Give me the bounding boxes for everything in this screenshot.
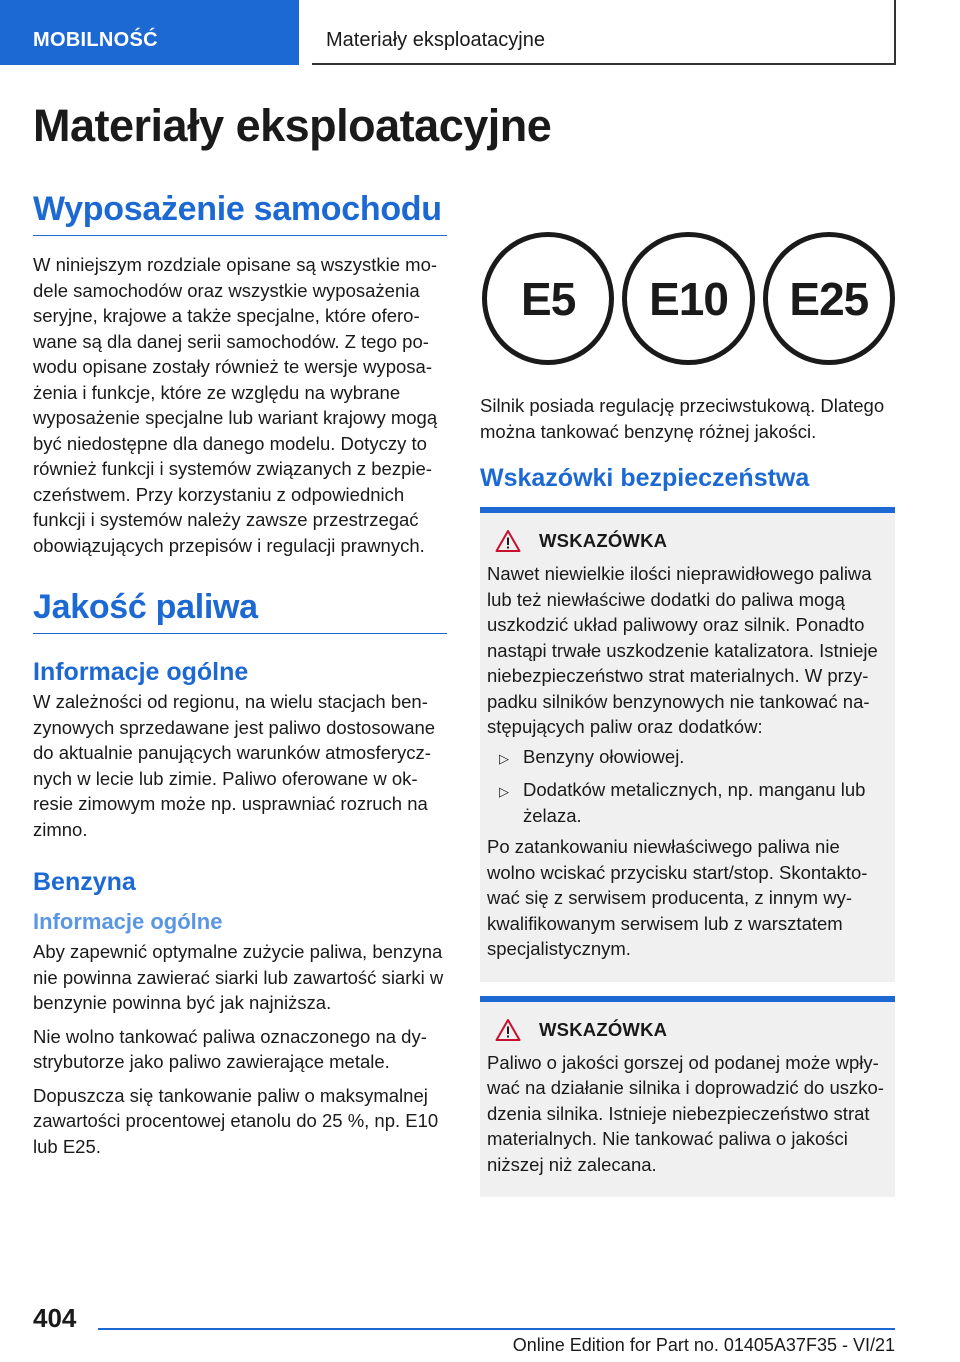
general-info-heading: Informacje ogólne	[33, 658, 249, 686]
note-label: WSKAZÓWKA	[539, 530, 668, 551]
petrol-heading: Benzyna	[33, 868, 136, 896]
knock-control-text: Silnik posiada regulację przeciwstukową. Dlatego można tankować benzynę różnej jakości.	[480, 395, 885, 442]
page-number: 404	[33, 1303, 77, 1333]
note-text: Nawet niewielkie ilości nieprawidłowego paliwa lub też niewłaściwe dodatki do paliwa mogą uszkodzić układ paliwowy oraz silnik. Ponadto nastąpi trwałe uszkodzenie katalizatora. Istnieje niebezpieczeństwo strat materialnych. W przypadku silników benzynowych nie tankować następujących paliw oraz dodatków:	[487, 563, 878, 737]
bullet-triangle-icon: ▷	[499, 750, 509, 766]
footer-edition: Online Edition for Part no. 01405A37F35 - VI/21	[512, 1335, 895, 1355]
left-column	[33, 190, 447, 1167]
fuel-quality-heading: Jakość paliwa	[33, 588, 447, 634]
right-column	[480, 232, 895, 1211]
section-tab[interactable]: MOBILNOŚĆ	[0, 0, 299, 65]
note-text: Paliwo o jakości gorszej od podanej może wpływać na działanie silnika i doprowadzić do uszkodzenia silnika. Istnieje niebezpieczeństwo strat materialnych. Nie tankować paliwa o jakości niższej niż zalecana.	[487, 1051, 884, 1175]
header-title: Materiały eksploatacyjne	[312, 0, 896, 65]
petrol-paragraph-3: Dopuszcza się tankowanie paliw o maksymalnej zawartości procentowej etanolu do 25 %, np. E10 lub E25.	[33, 1084, 439, 1157]
petrol-paragraph-2: Nie wolno tankować paliwa oznaczonego na dystrybutorze jako paliwo zawierające metale.	[33, 1025, 427, 1072]
safety-heading: Wskazówki bezpieczeństwa	[480, 464, 810, 492]
petrol-paragraph-1: Aby zapewnić optymalne zużycie paliwa, benzyna nie powinna zawierać siarki lub zawartość siarki w benzynie powinna być jak najniższa.	[33, 941, 444, 1013]
warning-note-2	[480, 996, 895, 1198]
list-item	[487, 777, 887, 828]
bullet-list	[487, 744, 887, 829]
fuel-sign-e10: E10	[622, 232, 754, 365]
general-info-text: W zależności od regionu, na wielu stacjach benzynowych sprzedawane jest paliwo dostosowane do aktualnie panujących warunków atmosferycznych w lecie lub zimie. Paliwo oferowane w okresie zimowym może np. usprawniać rozruch na zimno.	[33, 691, 436, 840]
warning-triangle-icon	[495, 1018, 521, 1042]
petrol-general-heading: Informacje ogólne	[33, 909, 223, 934]
fuel-sign-e25: E25	[763, 232, 895, 365]
list-item-text: Dodatków metalicznych, np. manganu lub żelaza.	[523, 779, 866, 826]
equipment-text: W niniejszym rozdziale opisane są wszystkie modele samochodów oraz wszystkie wyposażenia seryjne, krajowe a także specjalne, które oferowane są dla danej serii samochodów. Z tego powodu opisane zostały również te wersje wyposażenia i funkcje, które ze względu na wybrane wyposażenie specjalne lub wariant krajowy mogą być niedostępne dla danego modelu. Dotyczy to również funkcji i systemów związanych z bezpieczeństwem. Przy korzystaniu z odpowiednich funkcji i systemów należy zawsze przestrzegać obowiązujących przepisów i regulacji prawnych.	[33, 254, 438, 556]
fuel-signs	[482, 232, 895, 365]
fuel-sign-e5: E5	[482, 232, 614, 365]
note-text-2: Po zatankowaniu niewłaściwego paliwa nie wolno wciskać przycisku start/stop. Skontaktować się z serwisem producenta, z innym wykwalifikowanym serwisem lub z warsztatem specjalistycznym.	[487, 836, 868, 959]
footer-divider	[98, 1328, 895, 1330]
page-title: Materiały eksploatacyjne	[33, 100, 552, 151]
note-header	[495, 529, 887, 553]
equipment-heading: Wyposażenie samochodu	[33, 190, 447, 236]
warning-triangle-icon	[495, 529, 521, 553]
warning-note-1	[480, 507, 895, 982]
bullet-triangle-icon: ▷	[499, 784, 509, 799]
note-header	[495, 1018, 887, 1042]
list-item	[487, 744, 887, 772]
list-item-text: Benzyny ołowiowej.	[523, 745, 685, 767]
note-label: WSKAZÓWKA	[539, 1018, 668, 1040]
